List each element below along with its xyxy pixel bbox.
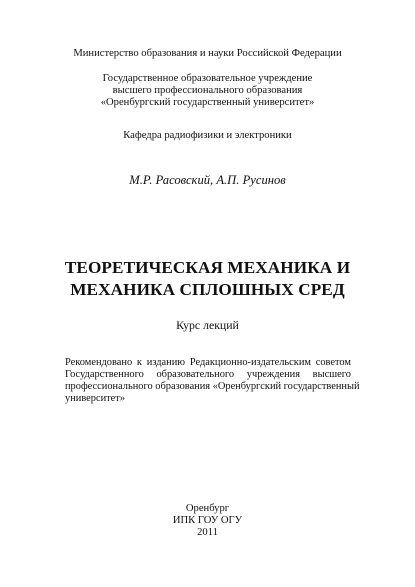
institution-line-1: Государственное образовательное учреждение xyxy=(102,73,313,84)
ministry-text: Министерство образования и науки Российской Федерации xyxy=(73,48,342,59)
year-text: 2011 xyxy=(197,527,218,538)
city-text: Оренбург xyxy=(185,503,230,514)
book-title-line-2: МЕХАНИКА СПЛОШНЫХ СРЕД xyxy=(70,280,345,299)
recommendation-line-2: Государственного образовательного учреждения высшего xyxy=(65,369,351,380)
book-title-line-1: ТЕОРЕТИЧЕСКАЯ МЕХАНИКА И xyxy=(64,258,351,277)
recommendation-line-4: университет» xyxy=(65,393,126,404)
authors: М.Р. Расовский, А.П. Русинов xyxy=(129,173,286,187)
department-text: Кафедра радиофизики и электроники xyxy=(123,130,292,141)
publisher-text: ИПК ГОУ ОГУ xyxy=(172,515,243,526)
subtitle: Курс лекций xyxy=(176,318,239,332)
recommendation-line-3: профессионального образования «Оренбургский государственный xyxy=(65,381,360,392)
institution-line-3: «Оренбургский государственный университет» xyxy=(100,97,315,108)
institution-line-2: высшего профессионального образования xyxy=(112,85,303,96)
recommendation-line-1: Рекомендовано к изданию Редакционно-издательским советом xyxy=(65,357,351,368)
